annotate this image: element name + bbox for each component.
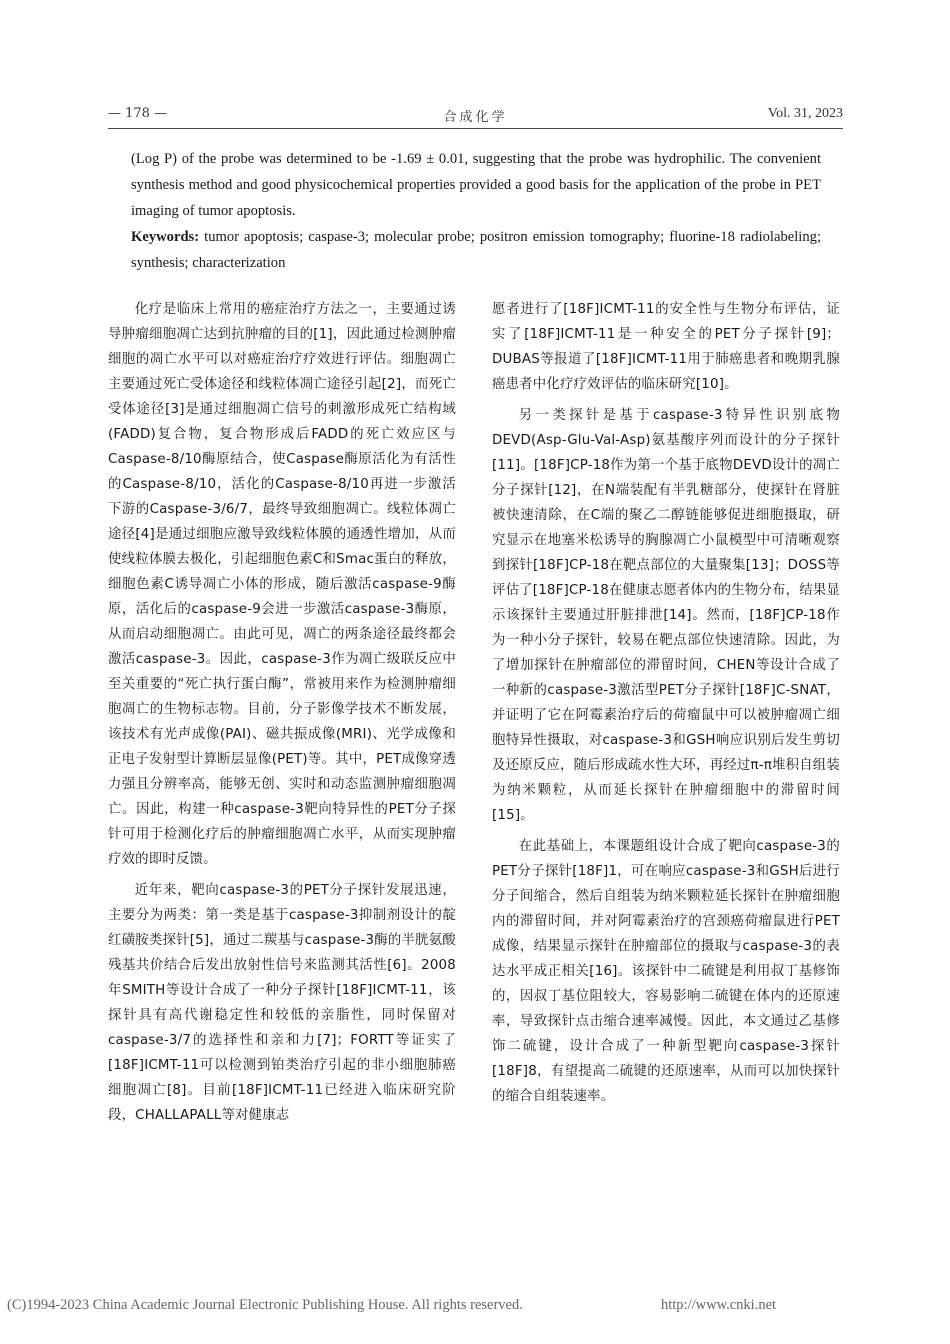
body-paragraph: 近年来，靶向caspase-3的PET分子探针发展迅速，主要分为两类：第一类是基于caspase-3抑制剂设计的靛红磺胺类探针[5]，通过二羰基与caspase-3酶的半胱氨酸残基共价结合后发出放射性信号来监测其活性[6]。2008年SMITH等设计合成了一种分子探针[18F]ICMT-11，该探针具有高代谢稳定性和较低的亲脂性，同时保留对caspase-3/7的选择性和亲和力[7]；FORTT等证实了[18F]ICMT-11可以检测到铂类治疗引起的非小细胞肺癌细胞凋亡[8]。目前[18F]ICMT-11已经进入临床研究阶段，CHALLAPALL等对健康志 xyxy=(108,883,456,1123)
journal-title: 合成化学 xyxy=(443,110,508,125)
keywords-text: tumor apoptosis; caspase-3; molecular probe; positron emission tomography; fluorine-18 radiolabeling; synthesis; characterization xyxy=(131,229,821,271)
page-footer xyxy=(7,1297,947,1314)
body-paragraph: 在此基础上，本课题组设计合成了靶向caspase-3的PET分子探针[18F]1，可在响应caspase-3和GSH后进行分子间缩合，然后自组装为纳米颗粒延长探针在肿瘤细胞内的滞留时间，并对阿霉素治疗的宫颈癌荷瘤鼠进行PET成像，结果显示探针在肿瘤部位的摄取与caspase-3的表达水平成正相关[16]。该探针中二硫键是利用叔丁基修饰的，因叔丁基位阻较大，容易影响二硫键在体内的还原速率，导致探针点击缩合速率减慢。因此，本文通过乙基修饰二硫键，设计合成了一种新型靶向caspase-3探针[18F]8，有望提高二硫键的还原速率，从而可以加快探针的缩合自组装速率。 xyxy=(492,839,840,1104)
volume-info: Vol. 31, 2023 xyxy=(767,106,843,121)
body-left-column xyxy=(108,297,456,1134)
header-rule xyxy=(108,128,843,129)
keywords-label: Keywords: xyxy=(131,229,200,245)
english-abstract xyxy=(131,146,821,276)
page-number: — 178 — xyxy=(108,106,168,121)
keywords-line xyxy=(131,224,821,276)
body-right-column xyxy=(492,297,840,1115)
body-paragraph-continued: 愿者进行了[18F]ICMT-11的安全性与生物分布评估，证实了[18F]ICMT-11是一种安全的PET分子探针[9]；DUBAS等报道了[18F]ICMT-11用于肺癌患者和晚期乳腺癌患者中化疗疗效评估的临床研究[10]。 xyxy=(492,302,840,392)
body-paragraph: 另一类探针是基于caspase-3特异性识别底物DEVD(Asp-Glu-Val-Asp)氨基酸序列而设计的分子探针[11]。[18F]CP-18作为第一个基于底物DEVD设计的凋亡分子探针[12]，在N端装配有半乳糖部分，使探针在肾脏被快速清除，在C端的聚乙二醇链能够促进细胞摄取，研究显示在地塞米松诱导的胸腺凋亡小鼠模型中可清晰观察到探针[18F]CP-18在靶点部位的大量聚集[13]；DOSS等评估了[18F]CP-18在健康志愿者体内的生物分布，结果显示该探针主要通过肝脏排泄[14]。然而，[18F]CP-18作为一种小分子探针，较易在靶点部位快速清除。因此，为了增加探针在肿瘤部位的滞留时间，CHEN等设计合成了一种新的caspase-3激活型PET分子探针[18F]C-SNAT，并证明了它在阿霉素治疗后的荷瘤鼠中可以被肿瘤凋亡细胞特异性摄取，对caspase-3和GSH响应识别后发生剪切及还原反应，随后形成疏水性大环，再经过π-π堆积自组装为纳米颗粒，从而延长探针在肿瘤细胞中的滞留时间[15]。 xyxy=(492,408,841,823)
page-header xyxy=(108,106,843,128)
abstract-continuation: (Log P) of the probe was determined to be -1.69 ± 0.01, suggesting that the probe was hydrophilic. The convenient synthesis method and good physicochemical properties provided a good basis for the application of the probe in PET imaging of tumor apoptosis. xyxy=(131,151,821,219)
copyright-notice: (C)1994-2023 China Academic Journal Electronic Publishing House. All rights reserved. xyxy=(7,1297,523,1313)
body-paragraph: 化疗是临床上常用的癌症治疗方法之一，主要通过诱导肿瘤细胞凋亡达到抗肿瘤的目的[1]，因此通过检测肿瘤细胞的凋亡水平可以对癌症治疗疗效进行评估。细胞凋亡主要通过死亡受体途径和线粒体凋亡途径引起[2]，而死亡受体途径[3]是通过细胞凋亡信号的刺激形成死亡结构域(FADD)复合物，复合物形成后FADD的死亡效应区与Caspase-8/10酶原结合，使Caspase酶原活化为有活性的Caspase-8/10，活化的Caspase-8/10再进一步激活下游的Caspase-3/6/7，最终导致细胞凋亡。线粒体凋亡途径[4]是通过细胞应激导致线粒体膜的通透性增加，从而使线粒体膜去极化，引起细胞色素C和Smac蛋白的释放，细胞色素C诱导凋亡小体的形成，随后激活caspase-9酶原，活化后的caspase-9会进一步激活caspase-3酶原，从而启动细胞凋亡。由此可见，凋亡的两条途径最终都会激活caspase-3。因此，caspase-3作为凋亡级联反应中至关重要的“死亡执行蛋白酶”，常被用来作为检测肿瘤细胞凋亡的生物标志物。目前，分子影像学技术不断发展，该技术有光声成像(PAI)、磁共振成像(MRI)、光学成像和正电子发射型计算断层显像(PET)等。其中，PET成像穿透力强且分辨率高，能够无创、实时和动态监测肿瘤细胞凋亡。因此，构建一种caspase-3靶向特异性的PET分子探针可用于检测化疗后的肿瘤细胞凋亡水平，从而实现肿瘤疗效的即时反馈。 xyxy=(108,302,456,867)
footer-url[interactable]: http://www.cnki.net xyxy=(661,1297,777,1313)
